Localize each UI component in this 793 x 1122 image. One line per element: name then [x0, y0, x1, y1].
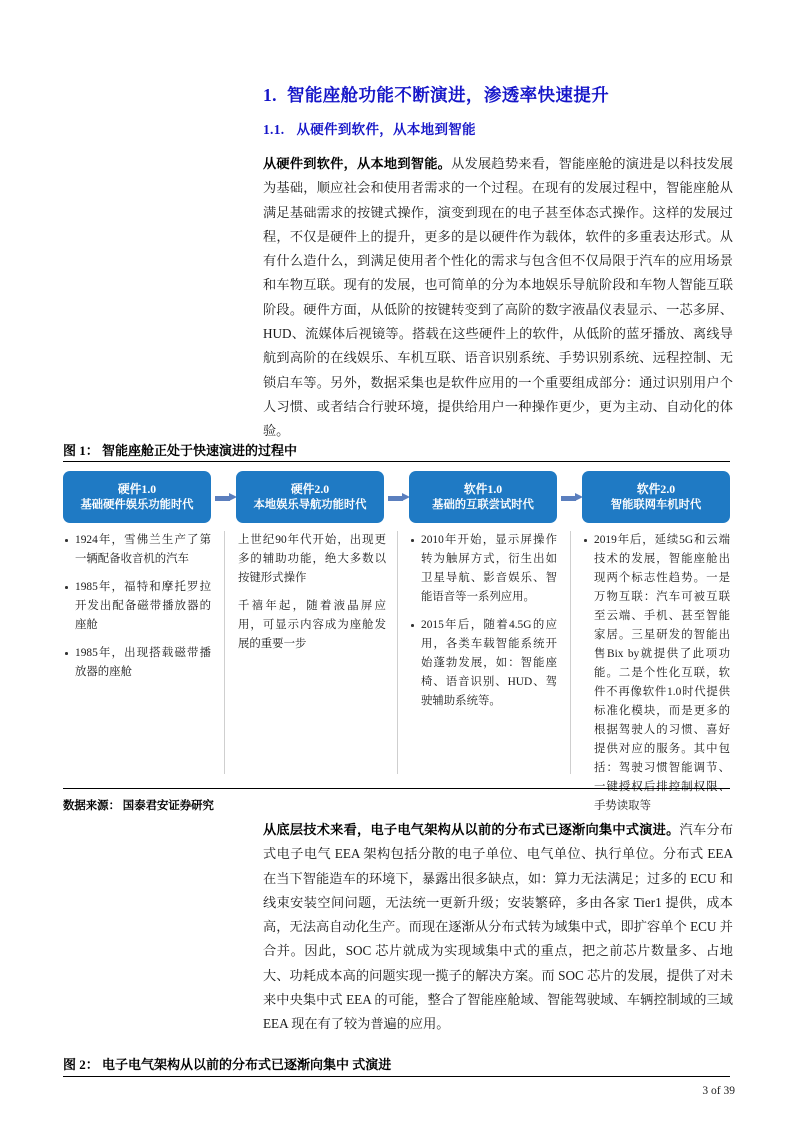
- figure-1-bottom-rule: [63, 788, 730, 789]
- subsection-heading: [263, 118, 733, 138]
- figure-1-column-1: [63, 531, 211, 691]
- paragraph-1-text: 从发展趋势来看，智能座舱的演进是以科技发展为基础，顺应社会和使用者需求的一个过程。在现有的发展过程中，智能座舱从满足基础需求的按键式操作，演变到现在的电子甚至体态式操作。这样的发展过程，不仅是硬件上的提升，更多的是以硬件作为载体，软件的多重表达形式。从有什么造什么，到满足使用者个性化的需求与包含但不仅局限于汽车的应用场景和车物互联。现有的发展，也可简单的分为本地娱乐导航阶段和车物人智能互联阶段。硬件方面，从低阶的按键转变到了高阶的数字液晶仪表显示、一芯多屏、HUD、流媒体后视镜等。搭载在这些硬件上的软件，从低阶的蓝牙播放、离线导航到高阶的在线娱乐、车机互联、语音识别系统、手势识别系统、远程控制、无锁启车等。另外，数据采集也是软件应用的一个重要组成部分：通过识别用户个人习惯、或者结合行驶环境，提供给用户一种操作更少，更为主动、自动化的体验。: [263, 156, 734, 439]
- section-heading-text: 智能座舱功能不断演进，渗透率快速提升: [286, 85, 610, 105]
- paragraph-2-lead: 从底层技术来看，电子电气架构从以前的分布式已逐渐向集中式演进。: [263, 822, 680, 837]
- stage-box-subtitle: 基础的互联尝试时代: [432, 499, 534, 511]
- arrow-right-icon: [561, 493, 583, 502]
- figure-1-top-rule: [63, 461, 730, 462]
- list-item: 2015年后，随着4.5G的应用，各类车载智能系统开始蓬勃发展，如：智能座椅、语音识别、HUD、驾驶辅助系统等。: [409, 616, 557, 711]
- subsection-heading-number: 1.1.: [263, 122, 285, 137]
- stage-box-subtitle: 基础硬件娱乐功能时代: [80, 499, 194, 511]
- stage-box-software-2: [582, 471, 730, 523]
- stage-box-subtitle: 智能联网车机时代: [610, 499, 702, 511]
- body-paragraph-2: [263, 818, 733, 1037]
- page-number: 3 of 39: [702, 1085, 735, 1097]
- figure-2-caption: 图 2： 电子电气架构从以前的分布式已逐渐向集中 式演进: [63, 1057, 392, 1072]
- figure-1-caption: 图 1： 智能座舱正处于快速演进的过程中: [63, 443, 298, 458]
- list-item: 1924年，雪佛兰生产了第一辆配备收音机的汽车: [63, 531, 211, 569]
- column-divider: [397, 531, 398, 774]
- section-heading: [263, 82, 733, 107]
- figure-1-column-2: [238, 531, 386, 663]
- subsection-heading-text: 从硬件到软件，从本地到智能: [296, 122, 476, 137]
- body-paragraph-1: [263, 152, 733, 444]
- arrow-right-icon: [388, 493, 410, 502]
- list-item: 上世纪90年代开始，出现更多的辅助功能，绝大多数以按键形式操作: [238, 534, 386, 584]
- stage-box-title: 软件2.0: [636, 482, 676, 496]
- list-item: 1985年，出现搭载磁带播放器的座舱: [63, 644, 211, 682]
- stage-box-title: 软件1.0: [463, 482, 503, 496]
- stage-box-hardware-2: [236, 471, 384, 523]
- stage-box-subtitle: 本地娱乐导航功能时代: [253, 499, 367, 511]
- figure-1-stage-row: [63, 471, 730, 523]
- column-divider: [224, 531, 225, 774]
- stage-box-title: 硬件1.0: [117, 482, 157, 496]
- list-item: 1985年，福特和摩托罗拉开发出配备磁带播放器的座舱: [63, 578, 211, 635]
- figure-1-source-note: 数据来源： 国泰君安证券研究: [63, 800, 214, 812]
- list-item: 2010年开始，显示屏操作转为触屏方式，衍生出如卫星导航、影音娱乐、智能语音等一系列应用。: [409, 531, 557, 607]
- stage-box-hardware-1: [63, 471, 211, 523]
- section-heading-number: 1.: [263, 85, 277, 105]
- paragraph-2-text: 汽车分布式电子电气 EEA 架构包括分散的电子单位、电气单位、执行单位。分布式 EEA 在当下智能造车的环境下，暴露出很多缺点，如：算力无法满足；过多的 ECU 和线束安装空间问题，无法统一更新升级；安装繁碎，多由各家 Tier1 提供，成本高，无法高自动化生产。而现在逐渐从分布式转为域集中式，即扩容单个 ECU 并合并。因此，SOC 芯片就成为实现域集中式的重点，把之前芯片数量多、占地大、功耗成本高的问题实现一揽子的解决方案。而 SOC 芯片的发展，提供了对未来中央集中式 EEA 的可能，整合了智能座舱域、智能驾驶域、车辆控制域的三域 EEA 现在有了较为普遍的应用。: [263, 822, 734, 1032]
- arrow-right-icon: [215, 493, 237, 502]
- list-item: 千禧年起，随着液晶屏应用，可显示内容成为座舱发展的重要一步: [238, 600, 386, 650]
- list-item: 2019年后，延续5G和云端技术的发展，智能座舱出现两个标志性趋势。一是万物互联：汽车可被互联至云端、手机、甚至智能家居。三星研发的智能出售Bix by就提供了此项功能。二是个性化互联，软件不再像软件1.0时代提供标准化模块，而是更多的根据驾驶人的习惯、喜好提供对应的服务。其中包括：驾驶习惯智能调节、一键授权后排控制权限、手势读取等: [582, 531, 730, 816]
- figure-1-column-3: [409, 531, 557, 720]
- figure-1-column-4: [582, 531, 730, 825]
- column-divider: [570, 531, 571, 774]
- paragraph-1-lead: 从硬件到软件，从本地到智能。: [263, 156, 452, 171]
- stage-box-software-1: [409, 471, 557, 523]
- figure-2-top-rule: [63, 1076, 730, 1077]
- stage-box-title: 硬件2.0: [290, 482, 330, 496]
